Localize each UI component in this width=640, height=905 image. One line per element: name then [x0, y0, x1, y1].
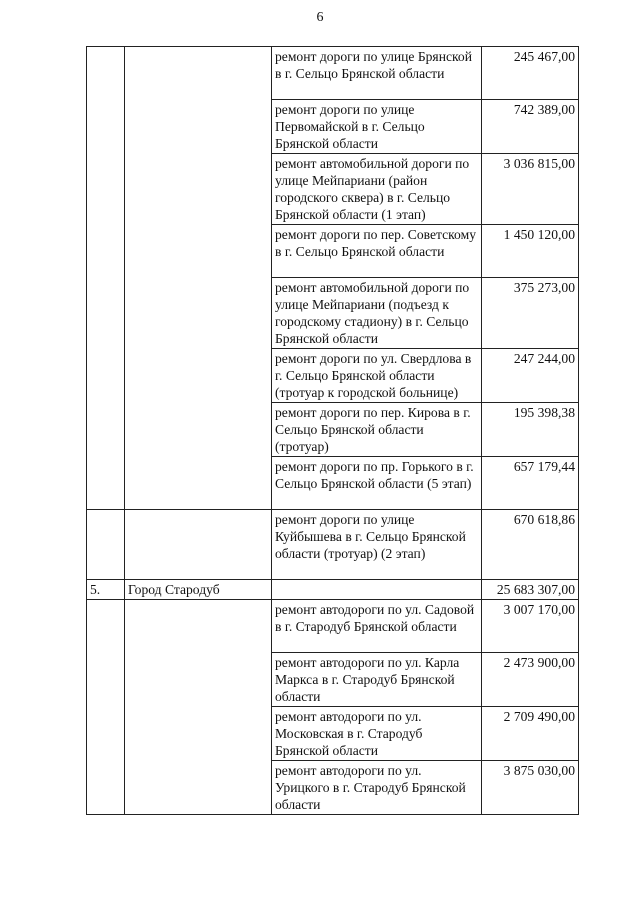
- group-number: 5.: [87, 580, 125, 600]
- amount-cell: 195 398,38: [482, 403, 579, 457]
- number-cell: [87, 600, 125, 815]
- object-description: ремонт дороги по пр. Горького в г. Сельцо Брянской области (5 этап): [272, 457, 482, 510]
- table-row: [87, 600, 579, 653]
- amount-cell: 2 473 900,00: [482, 653, 579, 707]
- amount-cell: 1 450 120,00: [482, 225, 579, 278]
- object-description: ремонт автомобильной дороги по улице Мейпариани (подъезд к городскому стадиону) в г. Сельцо Брянской области: [272, 278, 482, 349]
- municipality-cell: [125, 510, 272, 580]
- amount-cell: 375 273,00: [482, 278, 579, 349]
- object-description: ремонт дороги по улице Брянской в г. Сельцо Брянской области: [272, 47, 482, 100]
- municipality-cell: [125, 600, 272, 815]
- group-name: Город Стародуб: [125, 580, 272, 600]
- table-row: [87, 47, 579, 100]
- amount-cell: 3 875 030,00: [482, 761, 579, 815]
- object-description: ремонт автодороги по ул. Урицкого в г. Стародуб Брянской области: [272, 761, 482, 815]
- amount-cell: 3 036 815,00: [482, 154, 579, 225]
- object-description: ремонт автомобильной дороги по улице Мейпариани (район городского сквера) в г. Сельцо Брянской области (1 этап): [272, 154, 482, 225]
- municipality-cell: [125, 47, 272, 510]
- road-repair-table: [86, 46, 579, 815]
- table-row: [87, 510, 579, 580]
- amount-cell: 3 007 170,00: [482, 600, 579, 653]
- amount-cell: 247 244,00: [482, 349, 579, 403]
- page-number: 6: [316, 10, 324, 25]
- object-description: ремонт дороги по улице Куйбышева в г. Сельцо Брянской области (тротуар) (2 этап): [272, 510, 482, 580]
- amount-cell: 2 709 490,00: [482, 707, 579, 761]
- group-row: [87, 580, 579, 600]
- amount-cell: 245 467,00: [482, 47, 579, 100]
- amount-cell: 742 389,00: [482, 100, 579, 154]
- object-description: ремонт автодороги по ул. Карла Маркса в г. Стародуб Брянской области: [272, 653, 482, 707]
- group-description-empty: [272, 580, 482, 600]
- group-total: 25 683 307,00: [482, 580, 579, 600]
- amount-cell: 670 618,86: [482, 510, 579, 580]
- number-cell: [87, 47, 125, 510]
- object-description: ремонт дороги по улице Первомайской в г. Сельцо Брянской области: [272, 100, 482, 154]
- amount-cell: 657 179,44: [482, 457, 579, 510]
- object-description: ремонт дороги по пер. Советскому в г. Сельцо Брянской области: [272, 225, 482, 278]
- number-cell: [87, 510, 125, 580]
- object-description: ремонт дороги по пер. Кирова в г. Сельцо Брянской области (тротуар): [272, 403, 482, 457]
- object-description: ремонт автодороги по ул. Московская в г. Стародуб Брянской области: [272, 707, 482, 761]
- object-description: ремонт дороги по ул. Свердлова в г. Сельцо Брянской области (тротуар к городской больнице): [272, 349, 482, 403]
- object-description: ремонт автодороги по ул. Садовой в г. Стародуб Брянской области: [272, 600, 482, 653]
